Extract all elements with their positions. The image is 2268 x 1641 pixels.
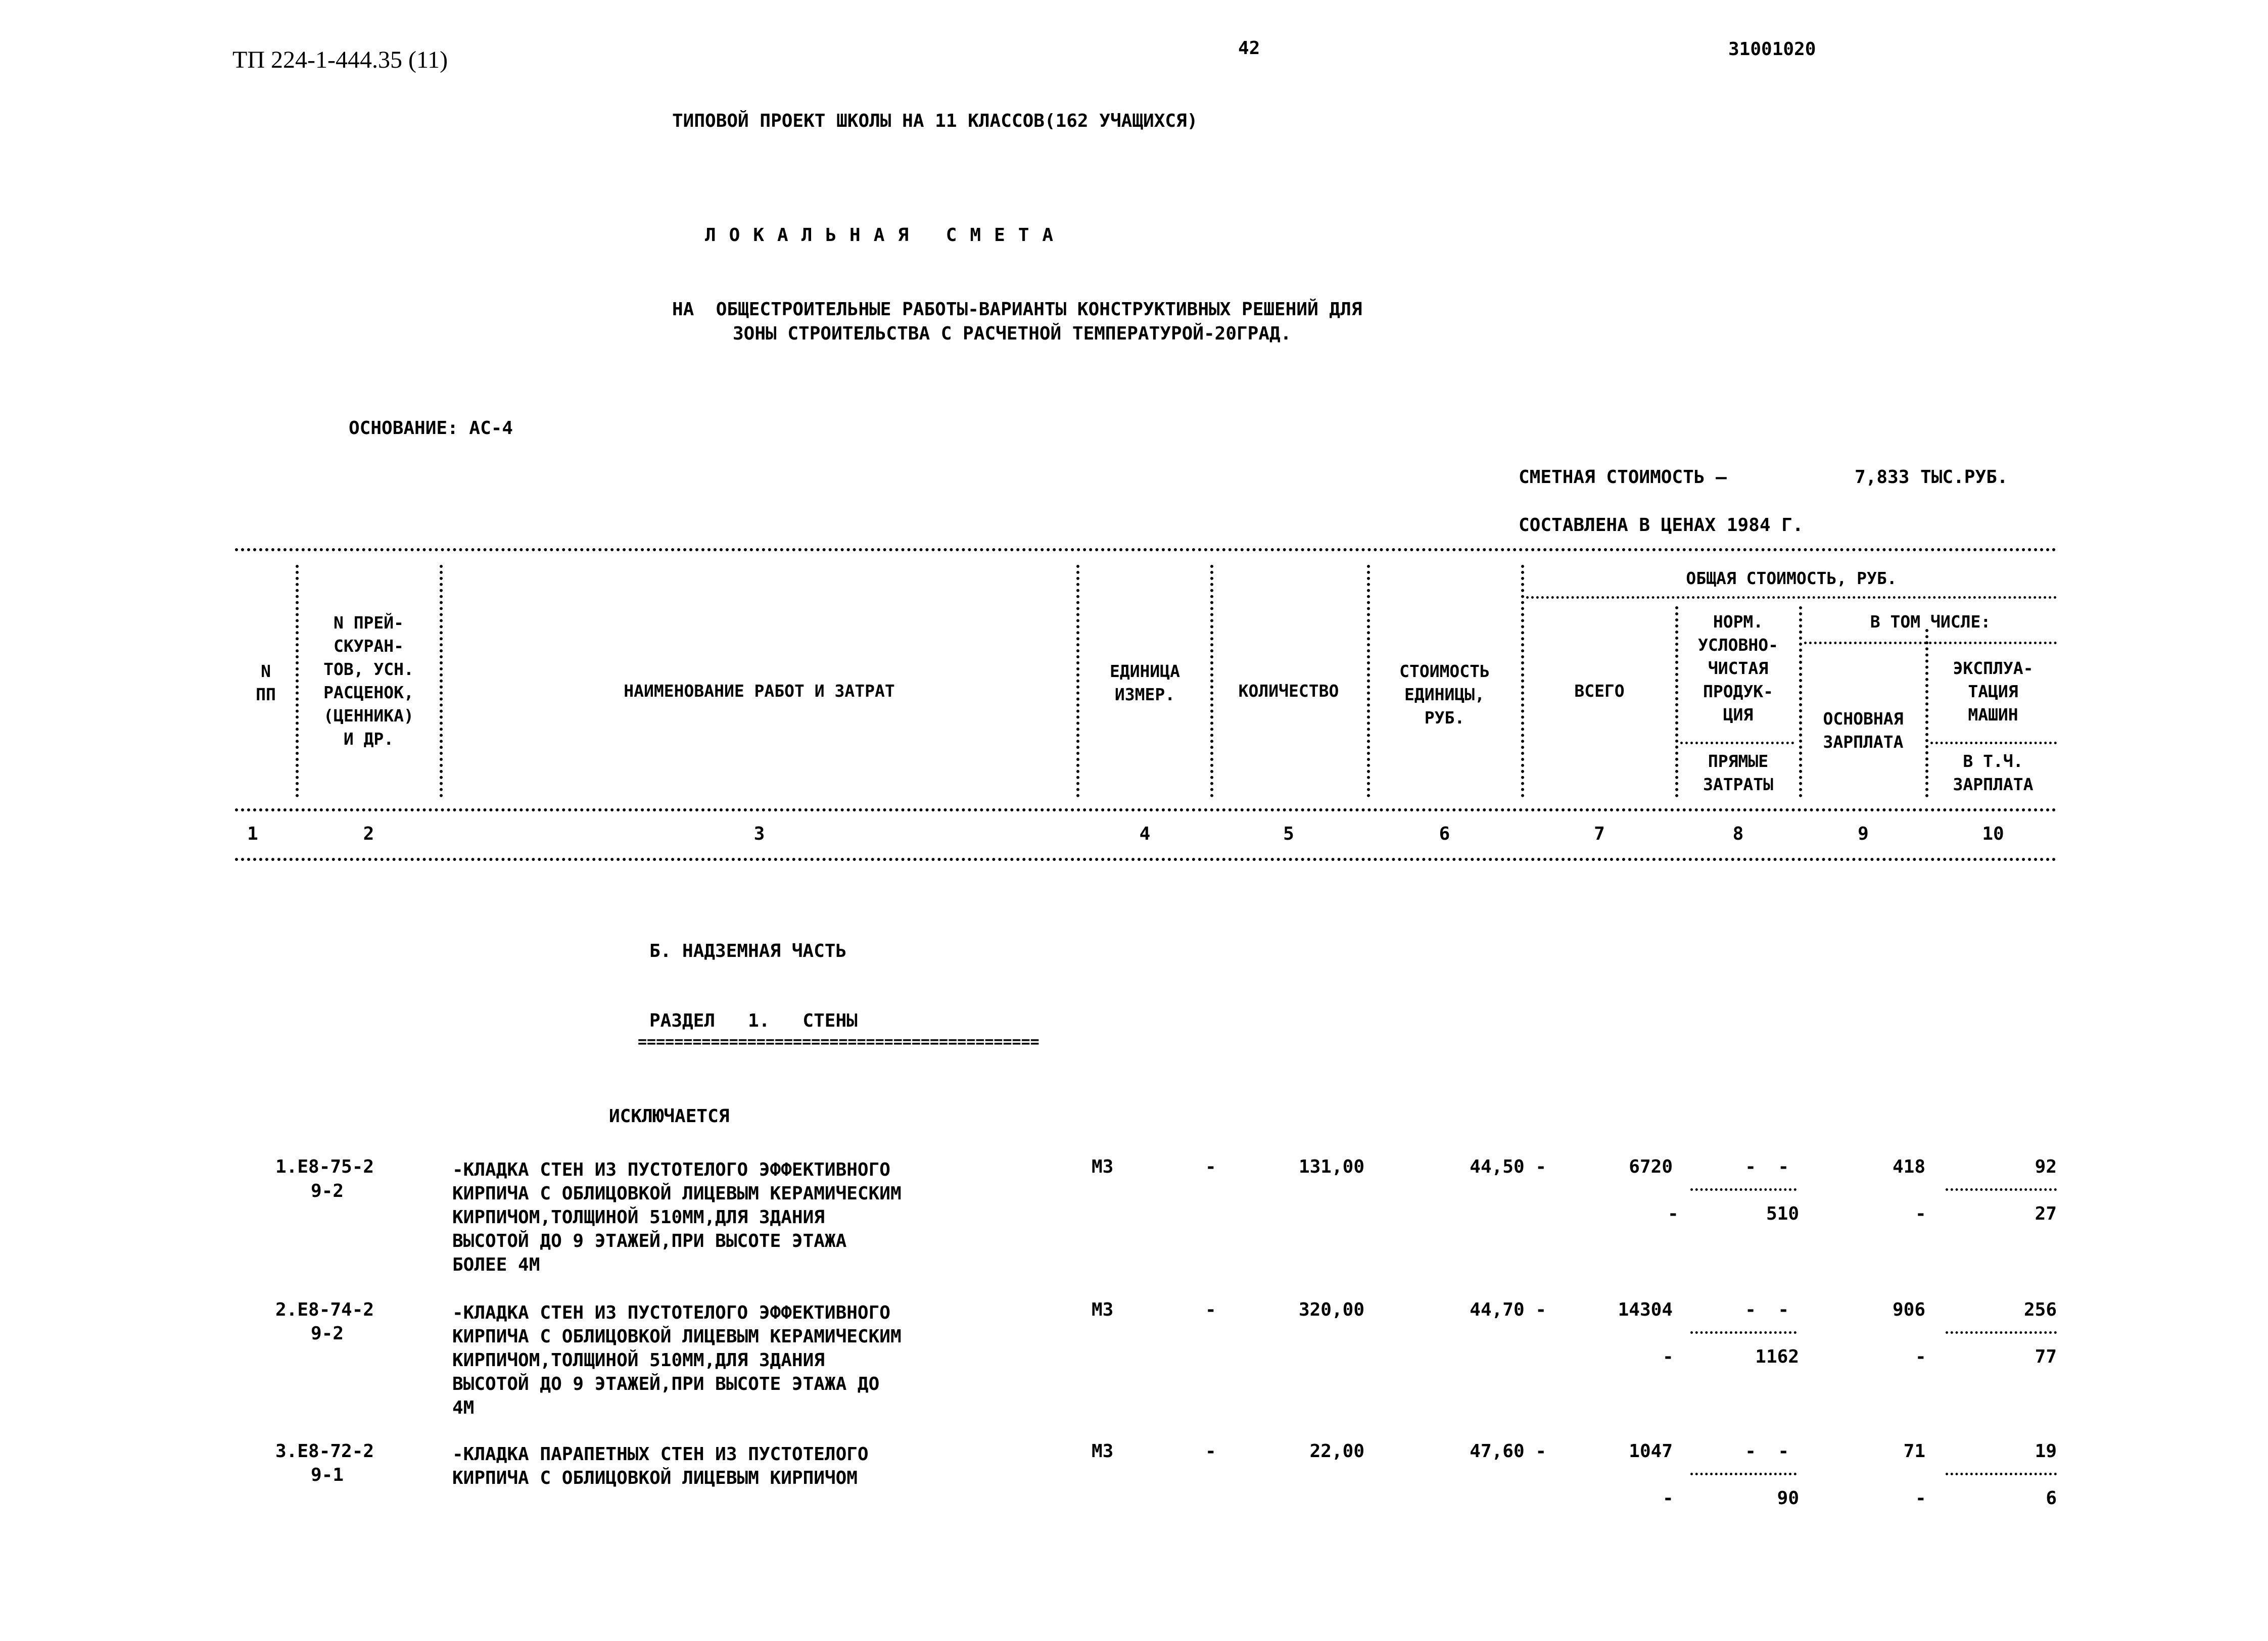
col-code-header: N ПРЕЙ- СКУРАН- ТОВ, УСН. РАСЦЕНОК, (ЦЕННИКА) И ДР. xyxy=(323,613,414,749)
row-machine-wage: 77 xyxy=(2035,1346,2057,1367)
col-number-2: 2 xyxy=(363,824,374,844)
row-unit-price: 44,50 - xyxy=(1470,1156,1546,1177)
col-number-4: 4 xyxy=(1139,824,1151,844)
row-direct-cost: 90 xyxy=(1777,1488,1799,1509)
col-direct-cost-header: ПРЯМЫЕ ЗАТРАТЫ xyxy=(1703,751,1774,794)
subject-line-2: ЗОНЫ СТРОИТЕЛЬСТВА С РАСЧЕТНОЙ ТЕМПЕРАТУРОЙ-20ГРАД. xyxy=(733,323,1292,344)
row-machine: 92 xyxy=(2035,1156,2057,1177)
row-quantity: 131,00 xyxy=(1298,1156,1364,1177)
row-dash: - xyxy=(1915,1488,1926,1509)
row-machine: 19 xyxy=(2035,1441,2057,1462)
col-number-9: 9 xyxy=(1858,824,1869,844)
row-description: -КЛАДКА ПАРАПЕТНЫХ СТЕН ИЗ ПУСТОТЕЛОГО КИРПИЧА С ОБЛИЦОВКОЙ ЛИЦЕВЫМ КИРПИЧОМ xyxy=(452,1444,869,1488)
project-title: ТИПОВОЙ ПРОЕКТ ШКОЛЫ НА 11 КЛАССОВ(162 УЧАЩИХСЯ) xyxy=(672,111,1198,131)
col-qty-header: КОЛИЧЕСТВО xyxy=(1238,681,1339,701)
row-wage: 418 xyxy=(1892,1156,1925,1177)
row-wage: 906 xyxy=(1892,1299,1925,1320)
numbers-bottom-rule xyxy=(235,858,2057,861)
row-sub-code: 9-2 xyxy=(311,1181,344,1201)
row-net-product: - - xyxy=(1745,1156,1789,1177)
row-number: 1.Е8-75-2 xyxy=(275,1156,374,1177)
row-unit-price: 47,60 - xyxy=(1470,1441,1546,1462)
row-total: 14304 xyxy=(1618,1299,1673,1320)
row-quantity: 22,00 xyxy=(1309,1441,1364,1462)
col-unit-header: ЕДИНИЦА ИЗМЕР. xyxy=(1109,661,1180,704)
row-machine-wage: 27 xyxy=(2035,1203,2057,1224)
col-unit-price-header: СТОИМОСТЬ ЕДИНИЦЫ, РУБ. xyxy=(1399,661,1490,728)
row-number: 3.Е8-72-2 xyxy=(275,1441,374,1462)
col-number-1: 1 xyxy=(247,824,258,844)
row-dash: - xyxy=(1915,1203,1926,1224)
col-name-header: НАИМЕНОВАНИЕ РАБОТ И ЗАТРАТ xyxy=(624,681,895,701)
col-num-header: N ПП xyxy=(256,661,276,704)
doc-title: ЛОКАЛЬНАЯ СМЕТА xyxy=(705,225,1067,246)
col-number-6: 6 xyxy=(1439,824,1450,844)
col-machine-wage-header: В Т.Ч. ЗАРПЛАТА xyxy=(1953,751,2034,794)
row-dash: - xyxy=(1205,1441,1216,1462)
row-net-product: - - xyxy=(1745,1441,1789,1462)
doc-code: 31001020 xyxy=(1728,39,1816,60)
row-description: -КЛАДКА СТЕН ИЗ ПУСТОТЕЛОГО ЭФФЕКТИВНОГО КИРПИЧА С ОБЛИЦОВКОЙ ЛИЦЕВЫМ КЕРАМИЧЕСКИМ КИРПИЧОМ,ТОЛЩИНОЙ 510ММ,ДЛЯ ЗДАНИЯ ВЫСОТОЙ ДО 9 ЭТАЖЕЙ,ПРИ ВЫСОТЕ ЭТАЖА БОЛЕЕ 4М xyxy=(452,1160,902,1275)
col-total-header: ВСЕГО xyxy=(1574,681,1625,701)
row-wage: 71 xyxy=(1903,1441,1925,1462)
row-description: -КЛАДКА СТЕН ИЗ ПУСТОТЕЛОГО ЭФФЕКТИВНОГО КИРПИЧА С ОБЛИЦОВКОЙ ЛИЦЕВЫМ КЕРАМИЧЕСКИМ КИРПИЧОМ,ТОЛЩИНОЙ 510ММ,ДЛЯ ЗДАНИЯ ВЫСОТОЙ ДО 9 ЭТАЖЕЙ,ПРИ ВЫСОТЕ ЭТАЖА ДО 4М xyxy=(452,1302,902,1418)
row-unit: М3 xyxy=(1092,1441,1114,1462)
excluded-label: ИСКЛЮЧАЕТСЯ xyxy=(609,1106,730,1127)
table-top-rule xyxy=(235,548,2057,551)
total-cost-header: ОБЩАЯ СТОИМОСТЬ, РУБ. xyxy=(1686,568,1897,588)
row-sub-code: 9-1 xyxy=(311,1465,344,1485)
row-total: 1047 xyxy=(1629,1441,1673,1462)
row-unit-price: 44,70 - xyxy=(1470,1299,1546,1320)
col-number-8: 8 xyxy=(1732,824,1744,844)
row-dash: - xyxy=(1663,1488,1674,1509)
row-machine: 256 xyxy=(2023,1299,2057,1320)
row-quantity: 320,00 xyxy=(1298,1299,1364,1320)
col-net-product-header: НОРМ. УСЛОВНО- ЧИСТАЯ ПРОДУК- ЦИЯ xyxy=(1698,612,1778,725)
col-number-5: 5 xyxy=(1283,824,1294,844)
row-direct-cost: 1162 xyxy=(1755,1346,1799,1367)
prices-line: СОСТАВЛЕНА В ЦЕНАХ 1984 Г. xyxy=(1519,515,1804,536)
row-sub-code: 9-2 xyxy=(311,1323,344,1344)
row-dash: - xyxy=(1205,1156,1216,1177)
subject-line-1: НА ОБЩЕСТРОИТЕЛЬНЫЕ РАБОТЫ-ВАРИАНТЫ КОНСТРУКТИВНЫХ РЕШЕНИЙ ДЛЯ xyxy=(672,299,1362,320)
row-machine-wage: 6 xyxy=(2046,1488,2057,1509)
doc-reference: ТП 224-1-444.35 (11) xyxy=(232,46,448,73)
incl-header: В ТОМ ЧИСЛЕ: xyxy=(1870,612,1991,632)
row-unit: М3 xyxy=(1092,1299,1114,1320)
row-number: 2.Е8-74-2 xyxy=(275,1299,374,1320)
row-unit: М3 xyxy=(1092,1156,1114,1177)
row-total: 6720 xyxy=(1629,1156,1673,1177)
cost-value: 7,833 ТЫС.РУБ. xyxy=(1855,467,2008,488)
col-number-7: 7 xyxy=(1594,824,1605,844)
header-bottom-rule xyxy=(235,808,2057,811)
col-wage-header: ОСНОВНАЯ ЗАРПЛАТА xyxy=(1823,709,1904,752)
page-number: 42 xyxy=(1238,38,1260,59)
row-dash: - xyxy=(1663,1346,1674,1367)
basis-line: ОСНОВАНИЕ: АС-4 xyxy=(349,418,513,439)
part-title: Б. НАДЗЕМНАЯ ЧАСТЬ xyxy=(649,941,847,961)
cost-label: СМЕТНАЯ СТОИМОСТЬ — xyxy=(1519,467,1727,488)
row-dash: - xyxy=(1668,1203,1679,1224)
section-underline: ============================================ xyxy=(638,1033,1040,1051)
row-dash: - xyxy=(1915,1346,1926,1367)
col-machine-header: ЭКСПЛУА- ТАЦИЯ МАШИН xyxy=(1953,658,2034,725)
col-number-10: 10 xyxy=(1982,824,2004,844)
row-direct-cost: 510 xyxy=(1766,1203,1799,1224)
col-number-3: 3 xyxy=(753,824,765,844)
row-dash: - xyxy=(1205,1299,1216,1320)
row-net-product: - - xyxy=(1745,1299,1789,1320)
section-title: РАЗДЕЛ 1. СТЕНЫ xyxy=(649,1010,858,1031)
